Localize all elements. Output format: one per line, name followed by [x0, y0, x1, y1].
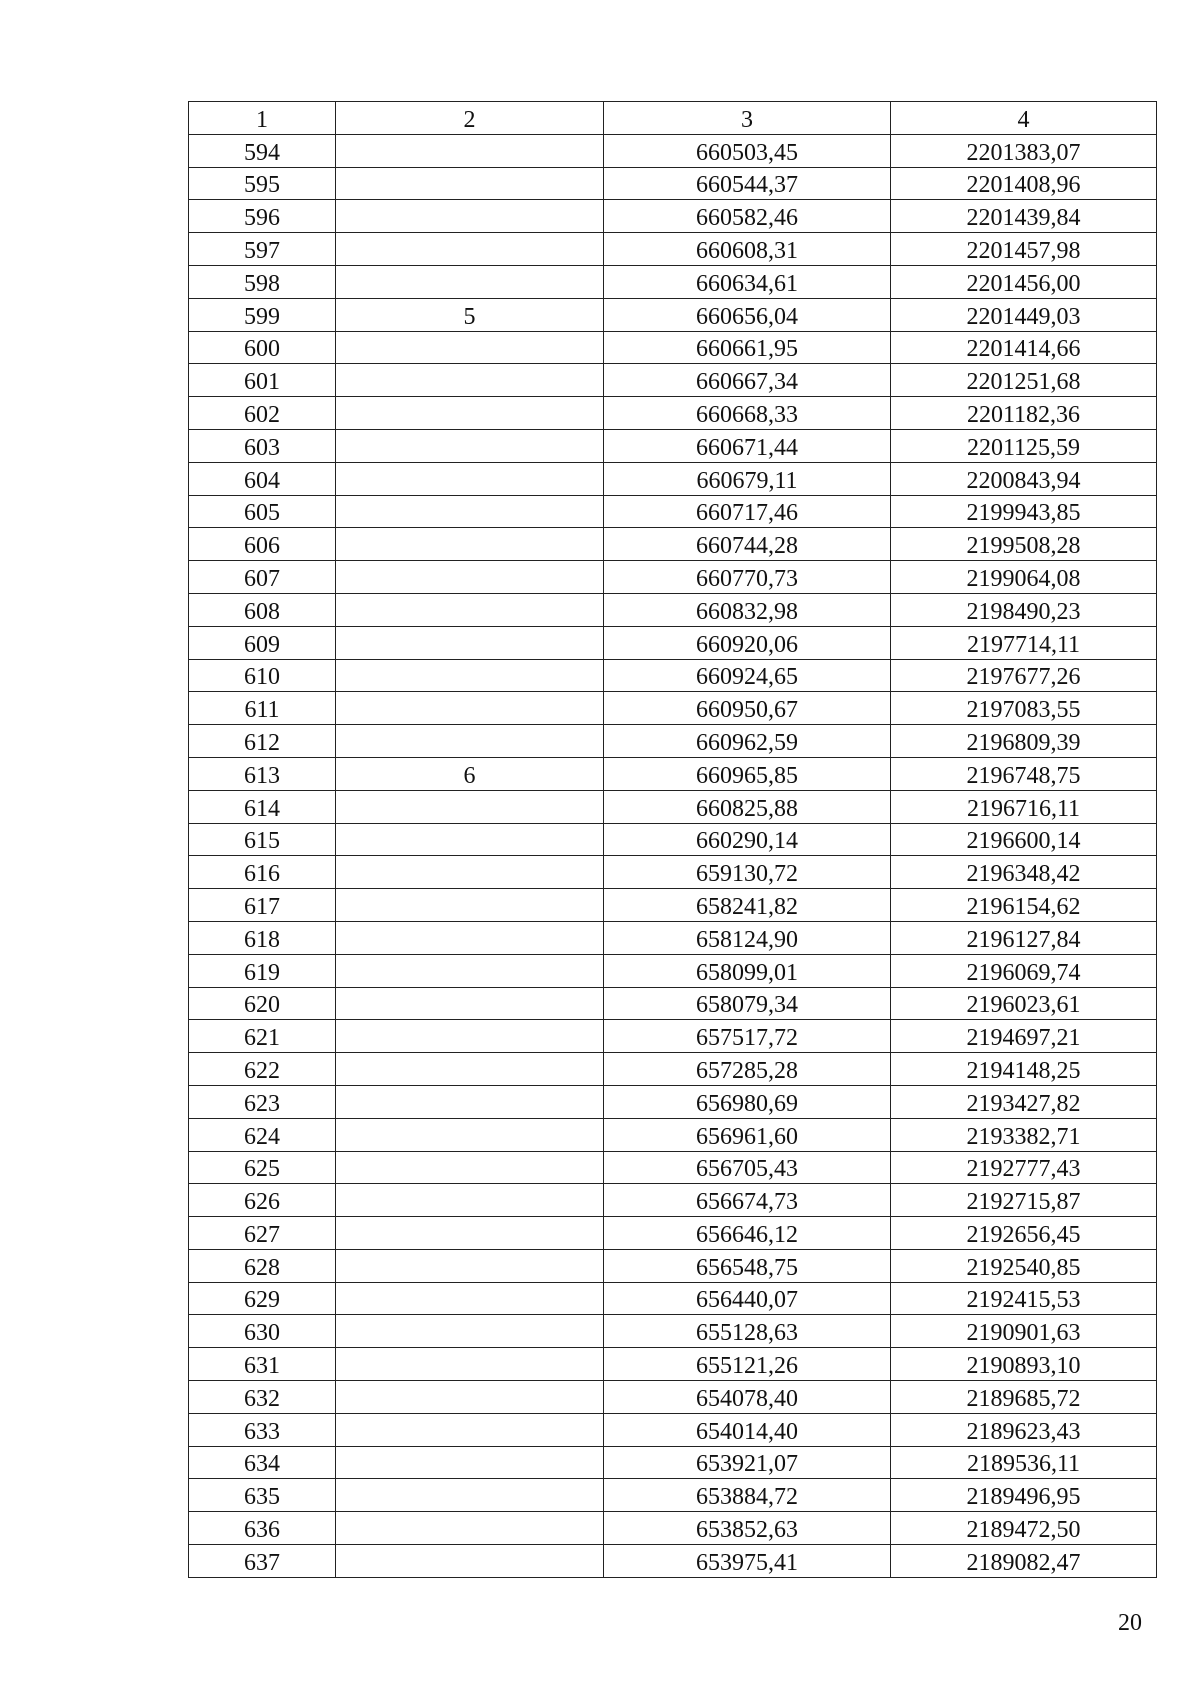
- group-cell: [336, 528, 604, 561]
- y-coordinate-cell: 2201125,59: [891, 429, 1157, 462]
- group-cell: [336, 1381, 604, 1414]
- group-cell: [336, 1151, 604, 1184]
- group-cell: [336, 1053, 604, 1086]
- point-number-cell: 614: [189, 790, 336, 823]
- x-coordinate-cell: 656705,43: [604, 1151, 891, 1184]
- table-row: [189, 331, 1157, 364]
- group-cell: [336, 1184, 604, 1217]
- x-coordinate-cell: 660832,98: [604, 593, 891, 626]
- point-number-cell: 603: [189, 429, 336, 462]
- y-coordinate-cell: 2198490,23: [891, 593, 1157, 626]
- y-coordinate-cell: 2201439,84: [891, 200, 1157, 233]
- y-coordinate-cell: 2189496,95: [891, 1479, 1157, 1512]
- table-row: [189, 692, 1157, 725]
- group-cell: [336, 725, 604, 758]
- y-coordinate-cell: 2197677,26: [891, 659, 1157, 692]
- table-row: [189, 725, 1157, 758]
- table-row: [189, 1151, 1157, 1184]
- table-row: [189, 462, 1157, 495]
- x-coordinate-cell: 656440,07: [604, 1282, 891, 1315]
- point-number-cell: 620: [189, 987, 336, 1020]
- point-number-cell: 607: [189, 561, 336, 594]
- table-row: [189, 298, 1157, 331]
- point-number-cell: 626: [189, 1184, 336, 1217]
- group-cell: [336, 134, 604, 167]
- y-coordinate-cell: 2192777,43: [891, 1151, 1157, 1184]
- point-number-cell: 618: [189, 921, 336, 954]
- y-coordinate-cell: 2201182,36: [891, 397, 1157, 430]
- y-coordinate-cell: 2189082,47: [891, 1545, 1157, 1578]
- group-cell: [336, 1413, 604, 1446]
- y-coordinate-cell: 2197714,11: [891, 626, 1157, 659]
- group-cell: [336, 200, 604, 233]
- x-coordinate-cell: 658124,90: [604, 921, 891, 954]
- table-row: [189, 265, 1157, 298]
- x-coordinate-cell: 660608,31: [604, 233, 891, 266]
- x-coordinate-cell: 660656,04: [604, 298, 891, 331]
- point-number-cell: 602: [189, 397, 336, 430]
- y-coordinate-cell: 2200843,94: [891, 462, 1157, 495]
- point-number-cell: 601: [189, 364, 336, 397]
- group-cell: 5: [336, 298, 604, 331]
- y-coordinate-cell: 2201449,03: [891, 298, 1157, 331]
- x-coordinate-cell: 657285,28: [604, 1053, 891, 1086]
- x-coordinate-cell: 653884,72: [604, 1479, 891, 1512]
- x-coordinate-cell: 655121,26: [604, 1348, 891, 1381]
- table-row: [189, 397, 1157, 430]
- x-coordinate-cell: 658099,01: [604, 954, 891, 987]
- table-row: [189, 921, 1157, 954]
- x-coordinate-cell: 656646,12: [604, 1217, 891, 1250]
- table-row: [189, 200, 1157, 233]
- table-row: [189, 561, 1157, 594]
- column-header-3: 3: [604, 102, 891, 135]
- table-row: [189, 1381, 1157, 1414]
- column-header-1: 1: [189, 102, 336, 135]
- group-cell: [336, 889, 604, 922]
- group-cell: [336, 593, 604, 626]
- point-number-cell: 595: [189, 167, 336, 200]
- column-header-4: 4: [891, 102, 1157, 135]
- group-cell: [336, 823, 604, 856]
- y-coordinate-cell: 2199064,08: [891, 561, 1157, 594]
- point-number-cell: 605: [189, 495, 336, 528]
- table-row: [189, 954, 1157, 987]
- x-coordinate-cell: 660661,95: [604, 331, 891, 364]
- point-number-cell: 609: [189, 626, 336, 659]
- point-number-cell: 604: [189, 462, 336, 495]
- x-coordinate-cell: 654014,40: [604, 1413, 891, 1446]
- y-coordinate-cell: 2201251,68: [891, 364, 1157, 397]
- point-number-cell: 613: [189, 757, 336, 790]
- x-coordinate-cell: 656980,69: [604, 1085, 891, 1118]
- point-number-cell: 619: [189, 954, 336, 987]
- table-row: [189, 167, 1157, 200]
- table-row: [189, 1217, 1157, 1250]
- table-row: [189, 1545, 1157, 1578]
- group-cell: [336, 265, 604, 298]
- group-cell: [336, 331, 604, 364]
- y-coordinate-cell: 2189536,11: [891, 1446, 1157, 1479]
- group-cell: [336, 364, 604, 397]
- point-number-cell: 631: [189, 1348, 336, 1381]
- table-row: [189, 233, 1157, 266]
- point-number-cell: 599: [189, 298, 336, 331]
- y-coordinate-cell: 2201414,66: [891, 331, 1157, 364]
- x-coordinate-cell: 660582,46: [604, 200, 891, 233]
- y-coordinate-cell: 2196348,42: [891, 856, 1157, 889]
- table-row: [189, 528, 1157, 561]
- table-row: [189, 856, 1157, 889]
- x-coordinate-cell: 656961,60: [604, 1118, 891, 1151]
- page-number: 20: [1118, 1610, 1142, 1636]
- table-row: [189, 593, 1157, 626]
- group-cell: [336, 1315, 604, 1348]
- group-cell: [336, 626, 604, 659]
- group-cell: [336, 429, 604, 462]
- point-number-cell: 622: [189, 1053, 336, 1086]
- group-cell: [336, 233, 604, 266]
- table-row: [189, 1118, 1157, 1151]
- table-row: [189, 1053, 1157, 1086]
- x-coordinate-cell: 660717,46: [604, 495, 891, 528]
- point-number-cell: 636: [189, 1512, 336, 1545]
- y-coordinate-cell: 2194148,25: [891, 1053, 1157, 1086]
- table-row: [189, 1184, 1157, 1217]
- x-coordinate-cell: 660744,28: [604, 528, 891, 561]
- table-row: [189, 364, 1157, 397]
- x-coordinate-cell: 658241,82: [604, 889, 891, 922]
- group-cell: [336, 1348, 604, 1381]
- x-coordinate-cell: 660962,59: [604, 725, 891, 758]
- x-coordinate-cell: 660290,14: [604, 823, 891, 856]
- table-row: [189, 1085, 1157, 1118]
- header-row: [189, 102, 1157, 135]
- point-number-cell: 611: [189, 692, 336, 725]
- y-coordinate-cell: 2189685,72: [891, 1381, 1157, 1414]
- point-number-cell: 612: [189, 725, 336, 758]
- x-coordinate-cell: 659130,72: [604, 856, 891, 889]
- x-coordinate-cell: 653975,41: [604, 1545, 891, 1578]
- point-number-cell: 625: [189, 1151, 336, 1184]
- point-number-cell: 627: [189, 1217, 336, 1250]
- table-row: [189, 626, 1157, 659]
- x-coordinate-cell: 660770,73: [604, 561, 891, 594]
- point-number-cell: 632: [189, 1381, 336, 1414]
- group-cell: [336, 1217, 604, 1250]
- group-cell: [336, 1545, 604, 1578]
- point-number-cell: 596: [189, 200, 336, 233]
- table-row: [189, 1479, 1157, 1512]
- y-coordinate-cell: 2199508,28: [891, 528, 1157, 561]
- y-coordinate-cell: 2196748,75: [891, 757, 1157, 790]
- point-number-cell: 621: [189, 1020, 336, 1053]
- table-row: [189, 1348, 1157, 1381]
- y-coordinate-cell: 2192415,53: [891, 1282, 1157, 1315]
- point-number-cell: 606: [189, 528, 336, 561]
- y-coordinate-cell: 2201383,07: [891, 134, 1157, 167]
- table-row: [189, 1020, 1157, 1053]
- y-coordinate-cell: 2189623,43: [891, 1413, 1157, 1446]
- y-coordinate-cell: 2196716,11: [891, 790, 1157, 823]
- point-number-cell: 594: [189, 134, 336, 167]
- group-cell: [336, 987, 604, 1020]
- point-number-cell: 610: [189, 659, 336, 692]
- y-coordinate-cell: 2196809,39: [891, 725, 1157, 758]
- y-coordinate-cell: 2193427,82: [891, 1085, 1157, 1118]
- group-cell: [336, 1020, 604, 1053]
- y-coordinate-cell: 2196023,61: [891, 987, 1157, 1020]
- y-coordinate-cell: 2201456,00: [891, 265, 1157, 298]
- x-coordinate-cell: 660825,88: [604, 790, 891, 823]
- y-coordinate-cell: 2197083,55: [891, 692, 1157, 725]
- table-row: [189, 823, 1157, 856]
- table-row: [189, 790, 1157, 823]
- y-coordinate-cell: 2189472,50: [891, 1512, 1157, 1545]
- point-number-cell: 623: [189, 1085, 336, 1118]
- table-row: [189, 659, 1157, 692]
- group-cell: [336, 954, 604, 987]
- point-number-cell: 597: [189, 233, 336, 266]
- y-coordinate-cell: 2199943,85: [891, 495, 1157, 528]
- group-cell: [336, 659, 604, 692]
- table-body: [189, 134, 1157, 1577]
- group-cell: [336, 790, 604, 823]
- x-coordinate-cell: 660950,67: [604, 692, 891, 725]
- point-number-cell: 635: [189, 1479, 336, 1512]
- group-cell: [336, 856, 604, 889]
- y-coordinate-cell: 2190901,63: [891, 1315, 1157, 1348]
- point-number-cell: 615: [189, 823, 336, 856]
- point-number-cell: 630: [189, 1315, 336, 1348]
- group-cell: [336, 167, 604, 200]
- group-cell: [336, 1249, 604, 1282]
- table-row: [189, 495, 1157, 528]
- y-coordinate-cell: 2192540,85: [891, 1249, 1157, 1282]
- group-cell: [336, 397, 604, 430]
- y-coordinate-cell: 2201457,98: [891, 233, 1157, 266]
- group-cell: [336, 561, 604, 594]
- x-coordinate-cell: 660679,11: [604, 462, 891, 495]
- table-row: [189, 1413, 1157, 1446]
- table-row: [189, 1282, 1157, 1315]
- x-coordinate-cell: 658079,34: [604, 987, 891, 1020]
- y-coordinate-cell: 2196154,62: [891, 889, 1157, 922]
- y-coordinate-cell: 2201408,96: [891, 167, 1157, 200]
- x-coordinate-cell: 657517,72: [604, 1020, 891, 1053]
- table-row: [189, 1512, 1157, 1545]
- y-coordinate-cell: 2192656,45: [891, 1217, 1157, 1250]
- x-coordinate-cell: 653921,07: [604, 1446, 891, 1479]
- table-row: [189, 757, 1157, 790]
- point-number-cell: 616: [189, 856, 336, 889]
- x-coordinate-cell: 660668,33: [604, 397, 891, 430]
- point-number-cell: 628: [189, 1249, 336, 1282]
- group-cell: [336, 1479, 604, 1512]
- x-coordinate-cell: 660965,85: [604, 757, 891, 790]
- table-row: [189, 1315, 1157, 1348]
- group-cell: 6: [336, 757, 604, 790]
- group-cell: [336, 921, 604, 954]
- table-row: [189, 1446, 1157, 1479]
- group-cell: [336, 1282, 604, 1315]
- y-coordinate-cell: 2190893,10: [891, 1348, 1157, 1381]
- group-cell: [336, 1085, 604, 1118]
- point-number-cell: 624: [189, 1118, 336, 1151]
- group-cell: [336, 1118, 604, 1151]
- point-number-cell: 617: [189, 889, 336, 922]
- y-coordinate-cell: 2196127,84: [891, 921, 1157, 954]
- y-coordinate-cell: 2196600,14: [891, 823, 1157, 856]
- point-number-cell: 598: [189, 265, 336, 298]
- point-number-cell: 633: [189, 1413, 336, 1446]
- coordinates-table: [188, 101, 1157, 1578]
- y-coordinate-cell: 2193382,71: [891, 1118, 1157, 1151]
- x-coordinate-cell: 654078,40: [604, 1381, 891, 1414]
- table-row: [189, 889, 1157, 922]
- point-number-cell: 637: [189, 1545, 336, 1578]
- x-coordinate-cell: 660667,34: [604, 364, 891, 397]
- table-row: [189, 134, 1157, 167]
- point-number-cell: 600: [189, 331, 336, 364]
- point-number-cell: 634: [189, 1446, 336, 1479]
- table-row: [189, 1249, 1157, 1282]
- group-cell: [336, 462, 604, 495]
- x-coordinate-cell: 660544,37: [604, 167, 891, 200]
- group-cell: [336, 495, 604, 528]
- table-row: [189, 987, 1157, 1020]
- x-coordinate-cell: 660634,61: [604, 265, 891, 298]
- y-coordinate-cell: 2194697,21: [891, 1020, 1157, 1053]
- x-coordinate-cell: 653852,63: [604, 1512, 891, 1545]
- y-coordinate-cell: 2192715,87: [891, 1184, 1157, 1217]
- x-coordinate-cell: 660671,44: [604, 429, 891, 462]
- group-cell: [336, 1512, 604, 1545]
- table-row: [189, 429, 1157, 462]
- x-coordinate-cell: 656548,75: [604, 1249, 891, 1282]
- group-cell: [336, 1446, 604, 1479]
- point-number-cell: 608: [189, 593, 336, 626]
- x-coordinate-cell: 655128,63: [604, 1315, 891, 1348]
- x-coordinate-cell: 656674,73: [604, 1184, 891, 1217]
- x-coordinate-cell: 660503,45: [604, 134, 891, 167]
- column-header-2: 2: [336, 102, 604, 135]
- group-cell: [336, 692, 604, 725]
- x-coordinate-cell: 660924,65: [604, 659, 891, 692]
- point-number-cell: 629: [189, 1282, 336, 1315]
- x-coordinate-cell: 660920,06: [604, 626, 891, 659]
- y-coordinate-cell: 2196069,74: [891, 954, 1157, 987]
